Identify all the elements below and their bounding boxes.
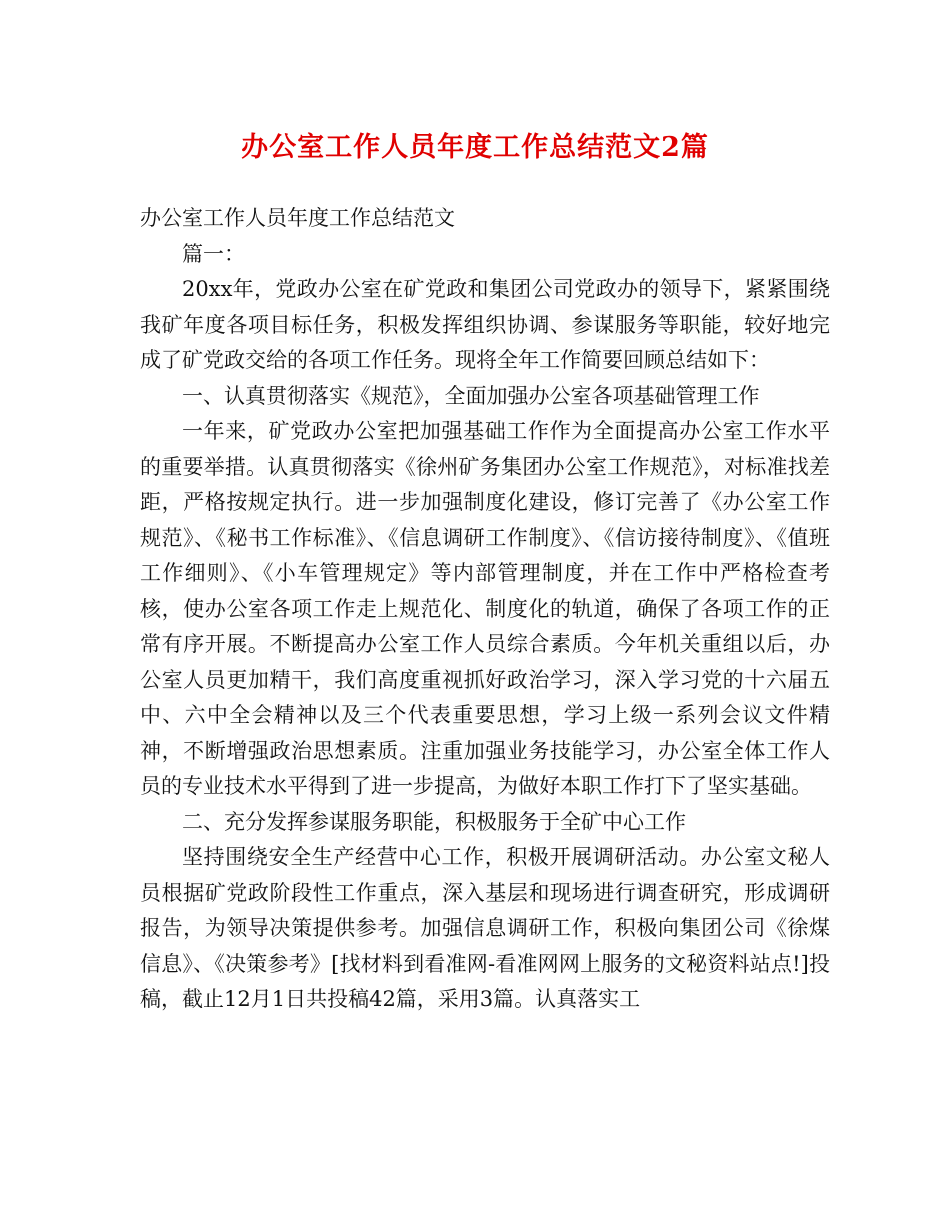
paragraph: 篇一： bbox=[182, 241, 245, 266]
document-title: 办公室工作人员年度工作总结范文2篇 bbox=[241, 132, 709, 163]
paragraph: 二、充分发挥参谋服务职能，积极服务于全矿中心工作 bbox=[182, 809, 686, 834]
paragraph: 一、认真贯彻落实《规范》，全面加强办公室各项基础管理工作 bbox=[182, 383, 760, 408]
paragraph: 一年来，矿党政办公室把加强基础工作作为全面提高办公室工作水平的重要举措。认真贯彻落实《徐州矿务集团办公室工作规范》，对标准找差距，严格按规定执行。进一步加强制度化建设，修订完善了《办公室工作规范》、《秘书工作标准》、《信息调研工作制度》、《信访接待制度》、《值班工作细则》、《小车管理规定》等内部管理制度，并在工作中严格检查考核，使办公室各项工作走上规范化、制度化的轨道，确保了各项工作的正常有序开展。不断提高办公室工作人员综合素质。今年机关重组以后，办公室人员更加精干，我们高度重视抓好政治学习，深入学习党的十六届五中、六中全会精神以及三个代表重要思想，学习上级一系列会议文件精神，不断增强政治思想素质。注重加强业务技能学习，办公室全体工作人员的专业技术水平得到了进一步提高，为做好本职工作打下了坚实基础。 bbox=[140, 419, 830, 798]
paragraph: 坚持围绕安全生产经营中心工作，积极开展调研活动。办公室文秘人员根据矿党政阶段性工作重点，深入基层和现场进行调查研究，形成调研报告，为领导决策提供参考。加强信息调研工作，积极向集团公司《徐煤信息》、《决策参考》[找材料到看准网-看准网网上服务的文秘资料站点!]投稿，截止12月1日共投稿42篇，采用3篇。认真落实工 bbox=[140, 845, 830, 1011]
paragraph: 办公室工作人员年度工作总结范文 bbox=[140, 206, 455, 230]
paragraph: 20xx年，党政办公室在矿党政和集团公司党政办的领导下，紧紧围绕我矿年度各项目标任务，积极发挥组织协调、参谋服务等职能，较好地完成了矿党政交给的各项工作任务。现将全年工作简要回顾总结如下： bbox=[140, 277, 830, 372]
document-body bbox=[140, 201, 830, 1018]
